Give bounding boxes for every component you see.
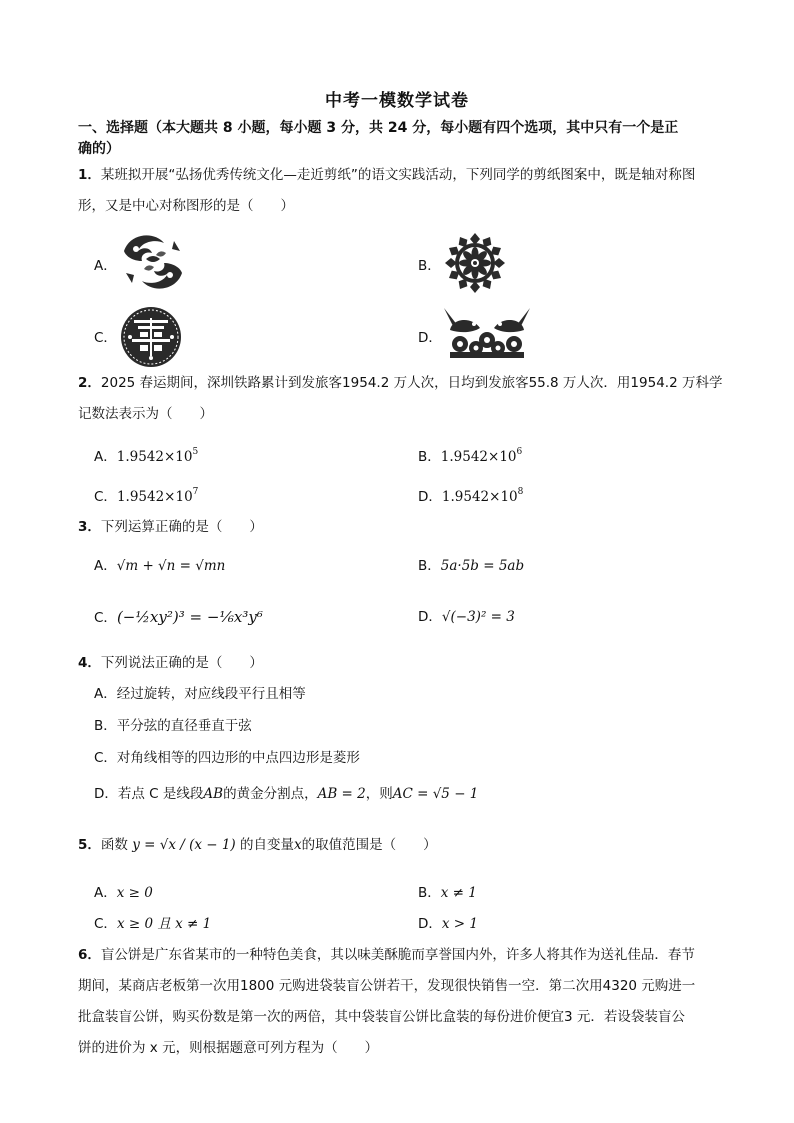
option-b-label: B． <box>418 258 441 274</box>
papercut-birds-icon <box>442 306 532 360</box>
option-a <box>94 556 225 576</box>
option-formula: x > 1 <box>441 916 479 932</box>
question-5 <box>78 830 748 861</box>
option-formula: √m + √n = √mn <box>116 558 226 574</box>
option-text: ，则 <box>365 786 393 802</box>
option-label: A． <box>94 449 117 465</box>
option-label: D． <box>418 916 442 932</box>
question-4 <box>78 648 748 679</box>
question-3 <box>78 512 748 543</box>
question-text: 形，又是中心对称图形的是（ ） <box>78 198 294 214</box>
question-text: 下列说法正确的是（ ） <box>100 655 263 671</box>
question-text: 的自变量 <box>240 837 294 853</box>
papercut-flower-icon <box>444 232 506 294</box>
option-exponent: 5 <box>192 447 199 457</box>
option-value: 1.9542×10 <box>440 449 517 465</box>
question-text: 某班拟开展“弘扬优秀传统文化—走近剪纸”的语文实践活动，下列同学的剪纸图案中，既是轴对称图 <box>100 167 696 183</box>
question-number: 1． <box>78 167 101 183</box>
page-title: 中考一模数学试卷 <box>325 91 469 111</box>
option-b: B．平分弦的直径垂直于弦 <box>94 718 252 734</box>
option-exponent: 8 <box>517 487 524 497</box>
option-d <box>418 482 523 507</box>
option-d <box>94 784 478 804</box>
option-a: A．经过旋转，对应线段平行且相等 <box>94 686 306 702</box>
option-d <box>418 607 515 627</box>
option-b <box>418 883 477 903</box>
question-text: 记数法表示为（ ） <box>78 406 213 422</box>
section-heading-line1: 一、选择题（本大题共 8 小题，每小题 3 分，共 24 分，每小题有四个选项，其中只有一个是正 <box>78 120 679 136</box>
question-2 <box>78 368 748 430</box>
option-a <box>94 883 153 903</box>
question-number: 5． <box>78 837 101 853</box>
option-label: B． <box>418 449 441 465</box>
section-heading-line2: 确的） <box>78 141 120 157</box>
option-formula: AC = √5 − 1 <box>392 786 479 802</box>
question-6 <box>78 940 748 1064</box>
option-text: 的黄金分割点， <box>223 786 318 802</box>
question-number: 4． <box>78 655 101 671</box>
option-formula: x ≥ 0 <box>116 885 153 901</box>
question-1 <box>78 160 748 222</box>
question-number: 3． <box>78 519 101 535</box>
papercut-double-happiness-icon <box>120 306 182 368</box>
option-text: D．若点 C 是线段 <box>94 786 204 802</box>
option-b <box>418 442 522 467</box>
option-c: C．对角线相等的四边形的中点四边形是菱形 <box>94 750 360 766</box>
option-label: D． <box>418 489 442 505</box>
option-formula: x ≠ 1 <box>440 885 477 901</box>
option-formula: 5a·5b = 5ab <box>440 558 525 574</box>
question-text: 期间，某商店老板第一次用1800 元购进袋装盲公饼若干，发现很快销售一空．第二次用4320 元购进一 <box>78 978 696 994</box>
question-text: 2025 春运期间，深圳铁路累计到发旅客1954.2 万人次，日均到发旅客55.8 万人次．用1954.2 万科学 <box>100 375 723 391</box>
option-c <box>94 607 263 628</box>
option-value: 1.9542×10 <box>116 489 193 505</box>
option-exponent: 6 <box>516 447 523 457</box>
option-formula: √(−3)² = 3 <box>441 609 515 625</box>
option-exponent: 7 <box>192 487 199 497</box>
option-label: D． <box>418 609 442 625</box>
option-formula: (−½xy²)³ = −⅙x³y⁶ <box>116 608 263 626</box>
variable: x <box>294 837 302 853</box>
segment-label: AB <box>203 786 224 802</box>
question-text: 批盒装盲公饼，购买份数是第一次的两倍，其中袋装盲公饼比盒装的每份进价便宜3 元．若设袋装盲公 <box>78 1009 685 1025</box>
option-label: B． <box>418 885 441 901</box>
papercut-fish-icon <box>120 229 186 295</box>
question-text: 的取值范围是（ ） <box>301 837 437 853</box>
question-text: 下列运算正确的是（ ） <box>100 519 263 535</box>
option-label: A． <box>94 885 117 901</box>
option-a-label: A． <box>94 258 117 274</box>
option-d <box>418 914 478 934</box>
option-c <box>94 482 198 507</box>
option-formula: AB = 2 <box>317 786 366 802</box>
question-number: 6． <box>78 947 101 963</box>
option-label: B． <box>418 558 441 574</box>
option-d-label: D． <box>418 330 442 346</box>
function-formula: y = √x / (x − 1) <box>132 837 236 853</box>
option-label: C． <box>94 489 117 505</box>
option-c-label: C． <box>94 330 117 346</box>
option-label: A． <box>94 558 117 574</box>
option-formula: x ≥ 0 且 x ≠ 1 <box>116 916 212 932</box>
option-label: C． <box>94 916 117 932</box>
question-text: 饼的进价为 x 元，则根据题意可列方程为（ ） <box>78 1040 379 1056</box>
option-a <box>94 442 198 467</box>
question-text: 盲公饼是广东省某市的一种特色美食，其以味美酥脆而享誉国内外，许多人将其作为送礼佳品．春节 <box>100 947 695 963</box>
option-value: 1.9542×10 <box>441 489 518 505</box>
option-label: C． <box>94 610 117 626</box>
question-number: 2． <box>78 375 101 391</box>
question-text: 函数 <box>100 837 128 853</box>
section-heading <box>78 118 758 160</box>
option-b <box>418 556 524 576</box>
option-c <box>94 914 211 934</box>
option-value: 1.9542×10 <box>116 449 193 465</box>
